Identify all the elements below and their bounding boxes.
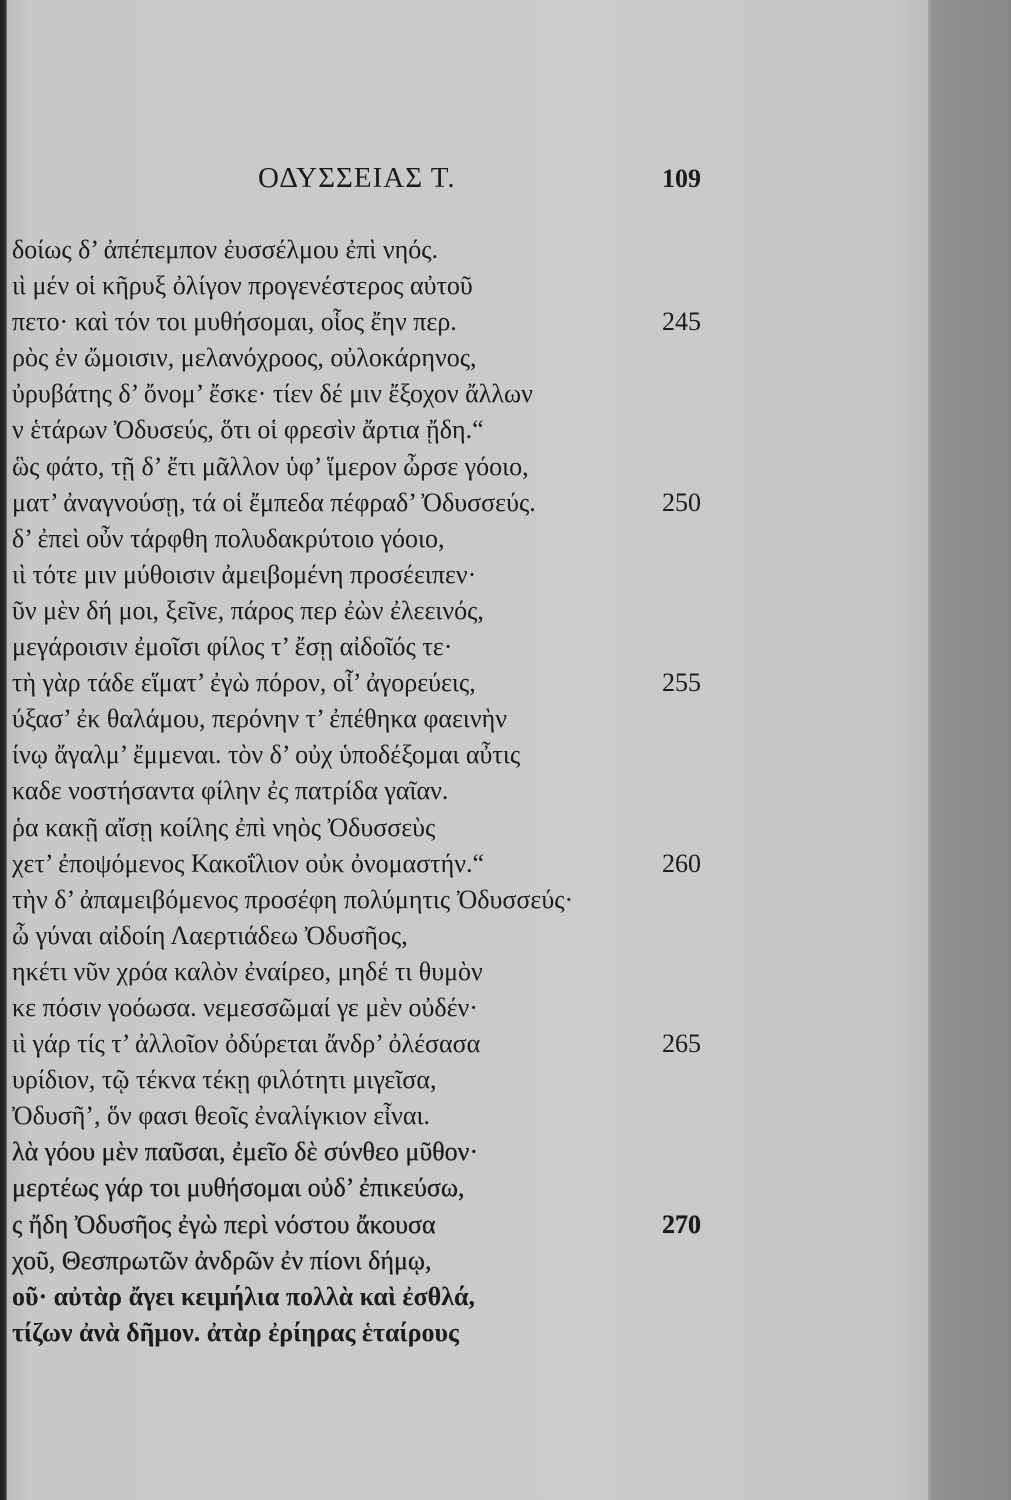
verse-line bbox=[0, 990, 928, 1026]
verse-line-text: ίνῳ ἄγαλμ’ ἔμμεναι. τὸν δ’ οὐχ ὑποδέξομαι αὖτις bbox=[12, 740, 521, 770]
verse-line bbox=[0, 918, 928, 954]
line-number: 260 bbox=[662, 848, 701, 878]
verse-line-text: ιὶ μέν οἱ κῆρυξ ὀλίγον προγενέστερος αὐτοῦ bbox=[12, 271, 473, 301]
verse-line-text: μεγάροισιν ἐμοῖσι φίλος τ’ ἔσῃ αἰδοῖός τε· bbox=[12, 632, 453, 662]
verse-line bbox=[0, 954, 928, 990]
verse-line bbox=[0, 449, 928, 485]
page-number: 109 bbox=[662, 164, 701, 193]
running-title: ΟΔΥΣΣΕΙΑΣ Τ. bbox=[258, 162, 456, 194]
verse-line-text: ματ’ ἀναγνούσῃ, τά οἱ ἔμπεδα πέφραδ’ Ὀδυσσεύς. bbox=[12, 487, 536, 517]
verse-line bbox=[0, 1170, 928, 1206]
verse-line-text: ς ἤδη Ὀδυσῆος ἐγὼ περὶ νόστου ἄκουσα bbox=[12, 1209, 436, 1239]
verse-line-text: τίζων ἀνὰ δῆμον. ἀτὰρ ἐρίηρας ἑταίρους bbox=[12, 1317, 459, 1347]
verse-line bbox=[0, 773, 928, 809]
verse-line bbox=[0, 701, 928, 737]
verse-line bbox=[0, 1207, 928, 1243]
verse-line-text: δοίως δ’ ἀπέπεμπον ἐυσσέλμου ἐπὶ νηός. bbox=[12, 235, 439, 264]
verse-line bbox=[0, 412, 928, 448]
verse-line-text: τὴν δ’ ἀπαμειβόμενος προσέφη πολύμητις Ὀδυσσεύς· bbox=[12, 884, 574, 914]
line-number: 255 bbox=[662, 668, 701, 698]
verse-line bbox=[0, 1315, 928, 1351]
line-number: 245 bbox=[662, 307, 701, 337]
verse-line-text: ιὶ τότε μιν μύθοισιν ἀμειβομένη προσέειπεν· bbox=[12, 559, 477, 589]
verse-line bbox=[0, 304, 928, 340]
verse-line-text: πετο· καὶ τόν τοι μυθήσομαι, οἷος ἔην περ. bbox=[12, 307, 457, 337]
verse-line-text: ύξασ’ ἐκ θαλάμου, περόνην τ’ ἐπέθηκα φαεινὴν bbox=[12, 704, 507, 734]
verse-line-text: ῥα κακῇ αἴσῃ κοίλης ἐπὶ νηὸς Ὀδυσσεὺς bbox=[12, 812, 436, 842]
verse-line bbox=[0, 593, 928, 629]
verse-line-text: καδε νοστήσαντα φίλην ἐς πατρίδα γαῖαν. bbox=[12, 776, 449, 806]
verse-line-text: ν ἑτάρων Ὀδυσεύς, ὅτι οἱ φρεσὶν ἄρτια ᾔδη.“ bbox=[12, 415, 484, 445]
verse-line-text: δ’ ἐπεὶ οὖν τάρφθη πολυδακρύτοιο γόοιο, bbox=[12, 523, 445, 553]
verse-line-text: κε πόσιν γοόωσα. νεμεσσῶμαί γε μὲν οὐδέν· bbox=[12, 992, 478, 1022]
verse-line-text: οῦ· αὐτὰρ ἄγει κειμήλια πολλὰ καὶ ἐσθλά, bbox=[12, 1281, 476, 1311]
verse-line bbox=[0, 1134, 928, 1170]
verse-line bbox=[0, 268, 928, 304]
verse-line-text: λὰ γόου μὲν παῦσαι, ἐμεῖο δὲ σύνθεο μῦθον· bbox=[12, 1137, 479, 1167]
verse-line-text: ὣς φάτο, τῇ δ’ ἔτι μᾶλλον ὑφ’ ἵμερον ὦρσε γόοιο, bbox=[12, 451, 529, 481]
verse-line bbox=[0, 521, 928, 557]
verse-line bbox=[0, 557, 928, 593]
verse-line bbox=[0, 1062, 928, 1098]
verse-line bbox=[0, 629, 928, 665]
verse-line-text: χοῦ, Θεσπρωτῶν ἀνδρῶν ἐν πίονι δήμῳ, bbox=[12, 1245, 432, 1275]
verse-line bbox=[0, 1243, 928, 1279]
line-number: 270 bbox=[662, 1209, 701, 1239]
verse-line-text: υρίδιον, τῷ τέκνα τέκῃ φιλότητι μιγεῖσα, bbox=[12, 1065, 437, 1095]
verse-line bbox=[0, 1279, 928, 1315]
verse-text bbox=[0, 232, 928, 1351]
verse-line bbox=[0, 376, 928, 412]
verse-line-text: Ὀδυσῆ’, ὅν φασι θεοῖς ἐναλίγκιον εἶναι. bbox=[12, 1101, 431, 1131]
line-number: 265 bbox=[662, 1029, 701, 1059]
verse-line-text: ρὸς ἐν ὤμοισιν, μελανόχροος, οὐλοκάρηνος, bbox=[12, 343, 477, 373]
page-margin-strip bbox=[928, 0, 1011, 1500]
verse-line-text: χετ’ ἐποψόμενος Κακοΐλιον οὐκ ὀνομαστήν.“ bbox=[12, 848, 485, 878]
verse-line bbox=[0, 846, 928, 882]
running-header bbox=[0, 160, 928, 200]
verse-line bbox=[0, 882, 928, 918]
verse-line bbox=[0, 737, 928, 773]
verse-line bbox=[0, 665, 928, 701]
verse-line-text: ιὶ γάρ τίς τ’ ἀλλοῖον ὀδύρεται ἄνδρ’ ὀλέσασα bbox=[12, 1029, 481, 1059]
verse-line bbox=[0, 1098, 928, 1134]
verse-line bbox=[0, 232, 928, 268]
verse-line-text: ῦν μὲν δή μοι, ξεῖνε, πάρος περ ἐὼν ἐλεεινός, bbox=[12, 595, 484, 625]
verse-line-text: τὴ γὰρ τάδε εἵματ’ ἐγὼ πόρον, οἷ’ ἀγορεύεις, bbox=[12, 668, 476, 698]
verse-line-text: μερτέως γάρ τοι μυθήσομαι οὐδ’ ἐπικεύσω, bbox=[12, 1173, 465, 1203]
verse-line bbox=[0, 810, 928, 846]
verse-line-text: ὦ γύναι αἰδοίη Λαερτιάδεω Ὀδυσῆος, bbox=[12, 920, 408, 950]
line-number: 250 bbox=[662, 487, 701, 517]
verse-line-text: ηκέτι νῦν χρόα καλὸν ἐναίρεο, μηδέ τι θυμὸν bbox=[12, 956, 483, 986]
verse-line bbox=[0, 485, 928, 521]
verse-line-text: ὐρυβάτης δ’ ὄνομ’ ἔσκε· τίεν δέ μιν ἔξοχον ἄλλων bbox=[12, 379, 533, 409]
verse-line bbox=[0, 1026, 928, 1062]
verse-line bbox=[0, 340, 928, 376]
